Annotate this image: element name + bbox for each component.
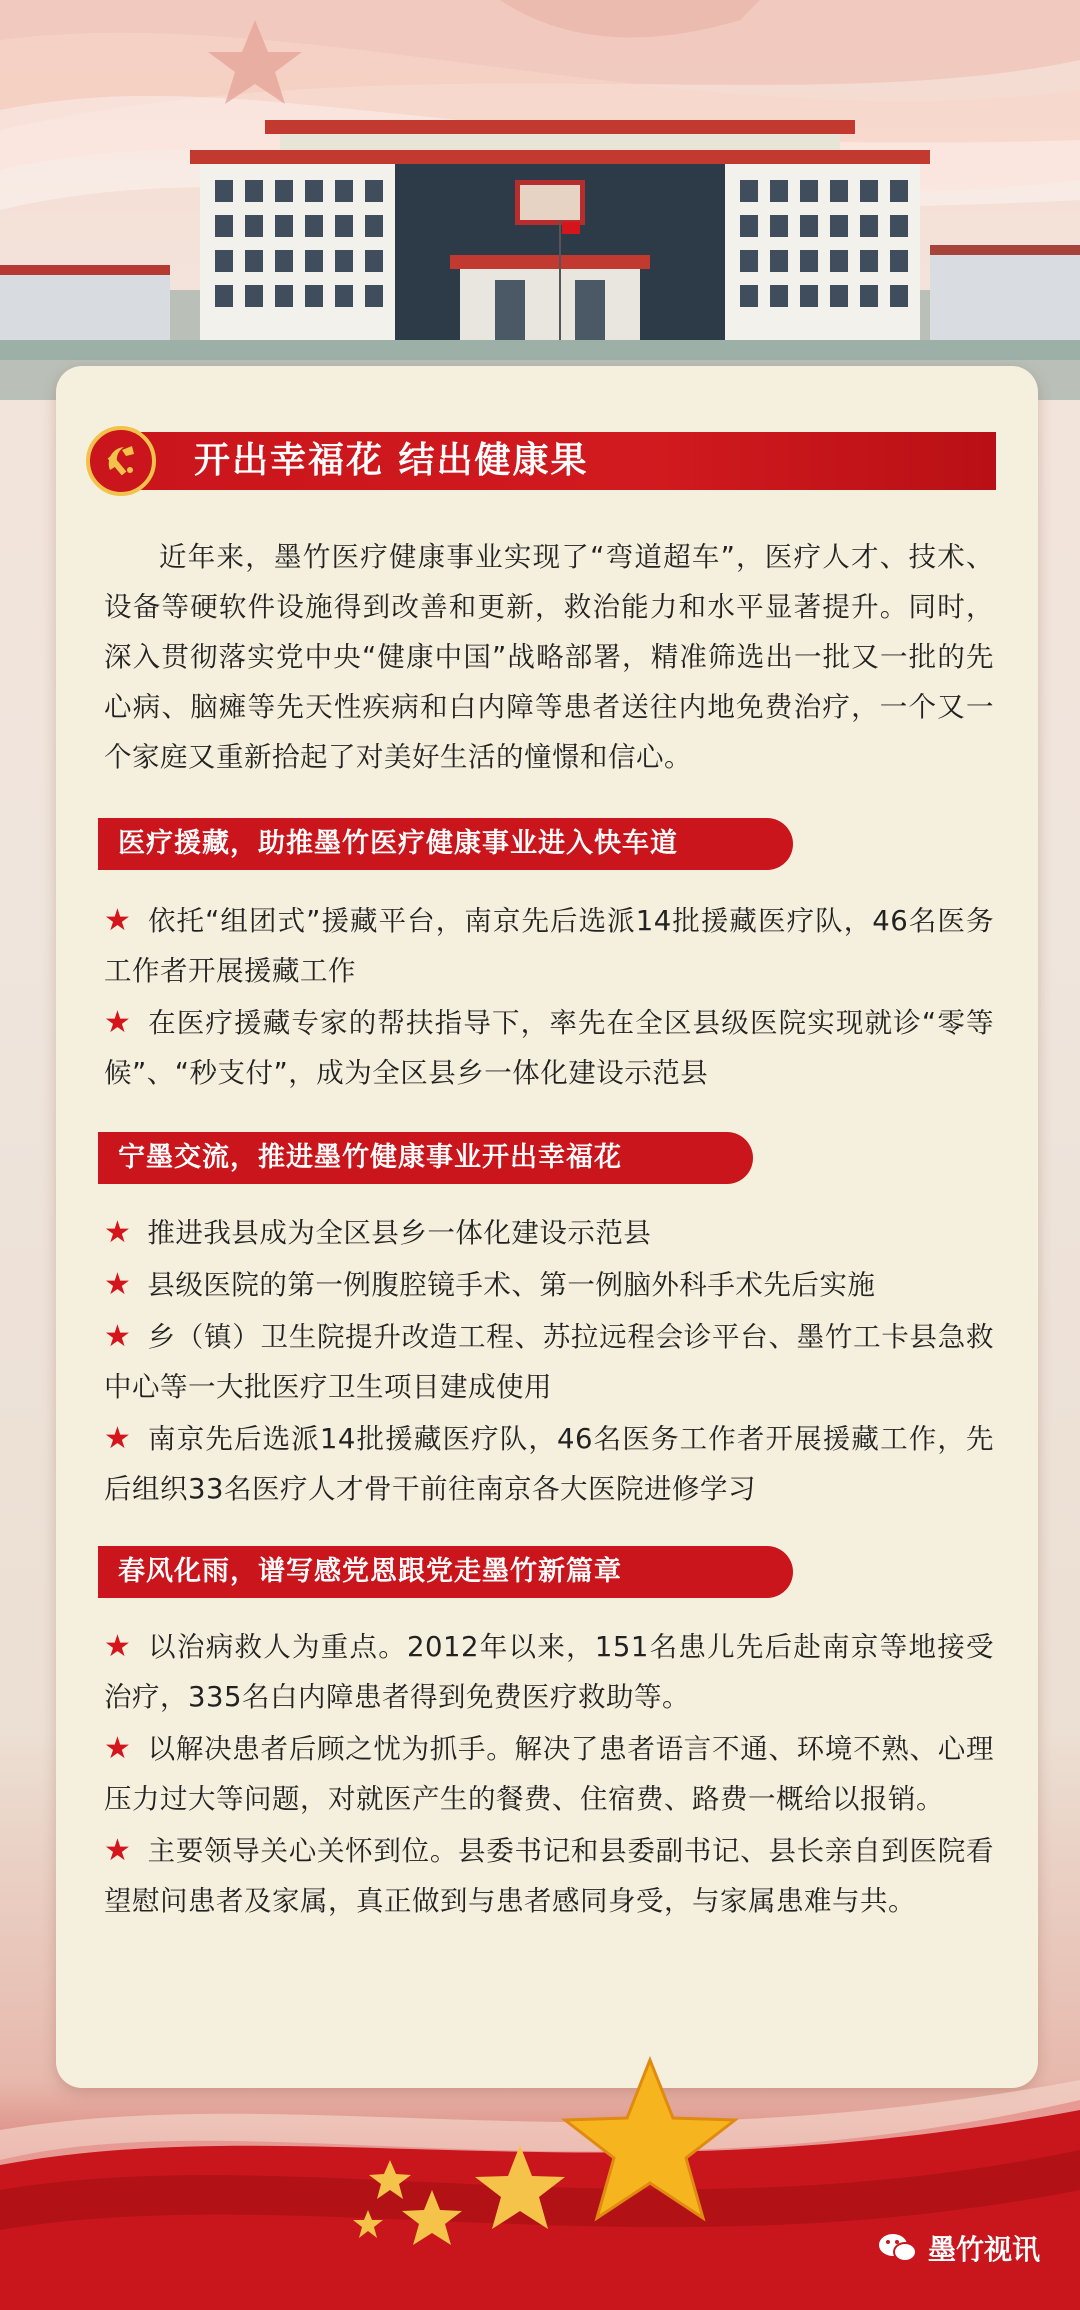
section-1-list bbox=[104, 896, 994, 1100]
section-2-list bbox=[104, 1208, 994, 1516]
list-item: ★ 县级医院的第一例腹腔镜手术、第一例脑外科手术先后实施 bbox=[104, 1267, 876, 1302]
star-icon: ★ bbox=[104, 1005, 133, 1040]
star-icon: ★ bbox=[104, 1215, 132, 1250]
chat-bubble-icon bbox=[878, 2231, 918, 2265]
brand-watermark bbox=[878, 2228, 1040, 2268]
list-item: ★ 推进我县成为全区县乡一体化建设示范县 bbox=[104, 1215, 652, 1250]
intro-paragraph: 近年来，墨竹医疗健康事业实现了“弯道超车”，医疗人才、技术、设备等硬软件设施得到改善和更新，救治能力和水平显著提升。同时，深入贯彻落实党中央“健康中国”战略部署，精准筛选出一批又一批的先心病、脑瘫等先天性疾病和白内障等患者送往内地免费治疗，一个又一个家庭又重新拾起了对美好生活的憧憬和信心。 bbox=[104, 541, 994, 773]
list-item: ★ 主要领导关心关怀到位。县委书记和县委副书记、县长亲自到医院看望慰问患者及家属，真正做到与患者感同身受，与家属患难与共。 bbox=[104, 1833, 994, 1917]
party-emblem-icon bbox=[86, 426, 156, 496]
star-icon: ★ bbox=[104, 1319, 132, 1354]
list-item: ★ 南京先后选派14批援藏医疗队，46名医务工作者开展援藏工作，先后组织33名医疗人才骨干前往南京各大医院进修学习 bbox=[104, 1421, 994, 1505]
government-building-illustration bbox=[0, 100, 1080, 400]
section-title-1: 医疗援藏，助推墨竹医疗健康事业进入快车道 bbox=[98, 818, 793, 870]
star-icon: ★ bbox=[104, 1731, 132, 1766]
list-item: ★ 在医疗援藏专家的帮扶指导下，率先在全区县级医院实现就诊“零等候”、“秒支付”，成为全区县乡一体化建设示范县 bbox=[104, 1005, 994, 1089]
bottom-ribbon-decoration bbox=[0, 2040, 1080, 2310]
list-item: ★ 依托“组团式”援藏平台，南京先后选派14批援藏医疗队，46名医务工作者开展援藏工作 bbox=[104, 903, 994, 987]
star-icon: ★ bbox=[104, 1267, 132, 1302]
star-icon: ★ bbox=[104, 1833, 132, 1868]
headline-banner bbox=[86, 426, 996, 496]
section-3-list bbox=[104, 1622, 994, 1928]
list-item: ★ 以治病救人为重点。2012年以来，151名患儿先后赴南京等地接受治疗，335名白内障患者得到免费医疗救助等。 bbox=[104, 1629, 994, 1713]
brand-name: 墨竹视讯 bbox=[927, 2233, 1040, 2266]
section-title-3: 春风化雨，谱写感党恩跟党走墨竹新篇章 bbox=[98, 1546, 793, 1598]
list-item: ★ 乡（镇）卫生院提升改造工程、苏拉远程会诊平台、墨竹工卡县急救中心等一大批医疗卫生项目建成使用 bbox=[104, 1319, 994, 1403]
headline-title: 开出幸福花 结出健康果 bbox=[194, 440, 589, 481]
list-item: ★ 以解决患者后顾之忧为抓手。解决了患者语言不通、环境不熟、心理压力过大等问题，对就医产生的餐费、住宿费、路费一概给以报销。 bbox=[104, 1731, 994, 1815]
section-title-2: 宁墨交流，推进墨竹健康事业开出幸福花 bbox=[98, 1132, 753, 1184]
star-icon: ★ bbox=[104, 903, 132, 938]
star-icon: ★ bbox=[104, 1629, 133, 1664]
star-icon: ★ bbox=[104, 1421, 133, 1456]
content-card bbox=[56, 366, 1038, 2088]
